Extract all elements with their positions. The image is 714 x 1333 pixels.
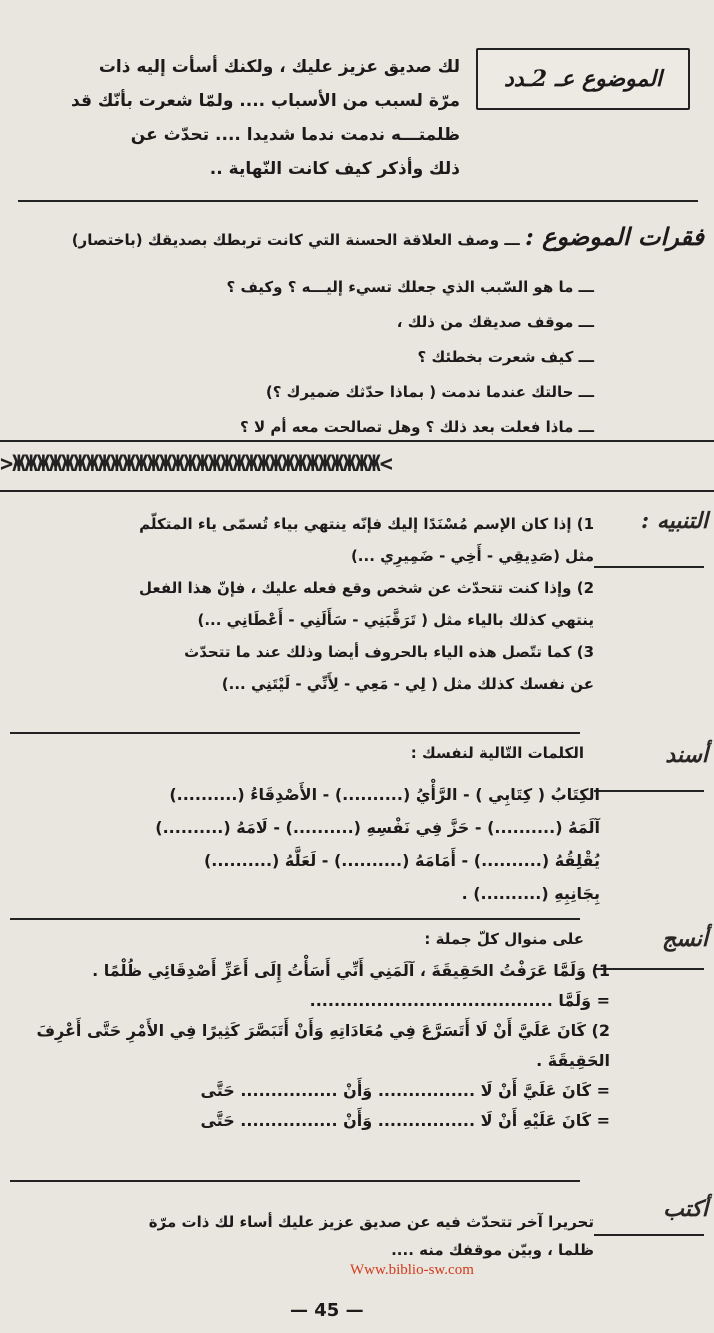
paragraphs-intro: ـــ وصف العلاقة الحسنة التي كانت تربطك بصديقك (باختصار) [71, 231, 520, 249]
copy-intro: على منوال كلّ جملة : [424, 930, 584, 948]
note-item: 3) كما تتّصل هذه الياء بالحروف أيضا وذلك عند ما تتحدّث [184, 643, 594, 661]
list-item: ـــ موقف صديقك من ذلك ، [396, 313, 594, 331]
exercise-line: = وَلَمَّا ........................................ [309, 991, 610, 1010]
paragraphs-list [34, 270, 594, 445]
divider [0, 490, 714, 492]
divider [10, 1180, 580, 1182]
label-underline [594, 790, 704, 792]
apply-label: أسند [665, 742, 708, 768]
exercise-row: بِجَانِبِهِ (..........) . [461, 884, 600, 903]
note-item: 2) وإذا كنت تتحدّث عن شخص وقع فعله عليك ، فإنّ هذا الفعل [138, 579, 594, 597]
divider [10, 732, 580, 734]
write-line: تحريرا آخر تتحدّث فيه عن صديق عزيز عليك أساء لك ذات مرّة [148, 1213, 594, 1231]
exercise-row: يُقْلِقُهُ (..........) - أَمَامَهُ (..........) - لَعَلَّهُ (..........) [203, 851, 600, 870]
note-item: عن نفسك كذلك مثل ( لِي - مَعِي - لِأَنِّي - لَيْتَنِي ...) [221, 675, 594, 693]
paragraphs-header [14, 222, 704, 251]
note-item: مثل (صَدِيقِي - أَخِي - ضَمِيرِي ...) [350, 547, 594, 565]
page-number: — 45 — [290, 1300, 364, 1321]
note-item: ينتهي كذلك بالياء مثل ( تَرَقَّبَنِي - سَأَلَنِي - أَعْطَانِي ...) [197, 611, 594, 629]
list-item: ـــ ما هو السّبب الذي جعلك تسيء إليـــه ؟ وكيف ؟ [226, 278, 594, 296]
write-line: ظلما ، وبيّن موقفك منه .... [391, 1241, 594, 1259]
note-list [14, 508, 594, 700]
exercise-line: 1) وَلَمَّا عَرَفْتُ الحَقِيقَةَ ، آلَمَنِي أَنِّي أَسَأْتُ إِلَى أَعَزِّ أَصْدِقَائِي ظُلْمًا . [92, 961, 610, 980]
label-underline [594, 968, 704, 970]
list-item: ـــ ماذا فعلت بعد ذلك ؟ وهل تصالحت معه أم لا ؟ [240, 418, 594, 436]
write-label: أكتب [663, 1196, 708, 1222]
copy-exercise [10, 956, 610, 1136]
exercise-line: 2) كَانَ عَلَيَّ أَنْ لَا أَتَسَرَّعَ فِي مُعَادَاتِهِ وَأَنْ أَتَبَصَّرَ كَثِيرًا فِي الأَمْرِ حَتَّى أَعْرِفَ [36, 1021, 610, 1040]
label-underline [594, 566, 704, 568]
apply-exercise [10, 778, 600, 910]
copy-label: أنسج [661, 926, 708, 952]
exercise-row: الكِتَابُ ( كِتَابِي ) - الرَّأْيُ (..........) - الأَصْدِقَاءُ (..........) [169, 785, 600, 804]
website-watermark: Www.biblio-sw.com [350, 1262, 474, 1278]
exercise-line: = كَانَ عَلَيَّ أَنْ لَا ................ وَأَنْ ................ حَتَّى [200, 1081, 610, 1100]
write-text [14, 1208, 594, 1264]
topic-tag: الموضوع عـ 2ـدد [476, 48, 690, 110]
paragraphs-title: فقرات الموضوع : [524, 222, 704, 251]
topic-text [30, 50, 460, 186]
note-item: 1) إذا كان الإسم مُسْنَدًا إليك فإنّه ينتهي بياء تُسمّى ياء المتكلّم [139, 515, 594, 533]
topic-line: مرّة لسبب من الأسباب .... ولمّا شعرت بأنّك قد [71, 91, 460, 111]
exercise-line: = كَانَ عَلَيْهِ أَنْ لَا ................ وَأَنْ ................ حَتَّى [200, 1111, 610, 1130]
topic-line: ذلك وأذكر كيف كانت النّهاية .. [209, 159, 460, 179]
apply-intro: الكلمات التّالية لنفسك : [410, 744, 584, 762]
label-underline [594, 1234, 704, 1236]
topic-box [18, 40, 698, 202]
topic-line: ظلمتـــه ندمت ندما شديدا .... تحدّث عن [130, 125, 460, 145]
exercise-row: آلَمَهُ (..........) - حَزَّ فِي نَفْسِهِ (..........) - لَامَهُ (..........) [155, 818, 600, 837]
exercise-line: الحَقِيقَةَ . [536, 1051, 610, 1070]
topic-line: لك صديق عزيز عليك ، ولكنك أسأت إليه ذات [98, 57, 460, 77]
list-item: ـــ كيف شعرت بخطئك ؟ [417, 348, 594, 366]
divider [10, 918, 580, 920]
ornament-border: >ЖЖЖЖЖЖЖЖЖЖЖЖЖЖЖЖЖЖЖЖЖЖЖЖЖЖЖЖЖЖ< [0, 452, 392, 477]
list-item: ـــ حالتك عندما ندمت ( بماذا حدّثك ضميرك ؟) [265, 383, 594, 401]
divider [0, 440, 714, 442]
note-label: التنبيه : [641, 508, 708, 534]
